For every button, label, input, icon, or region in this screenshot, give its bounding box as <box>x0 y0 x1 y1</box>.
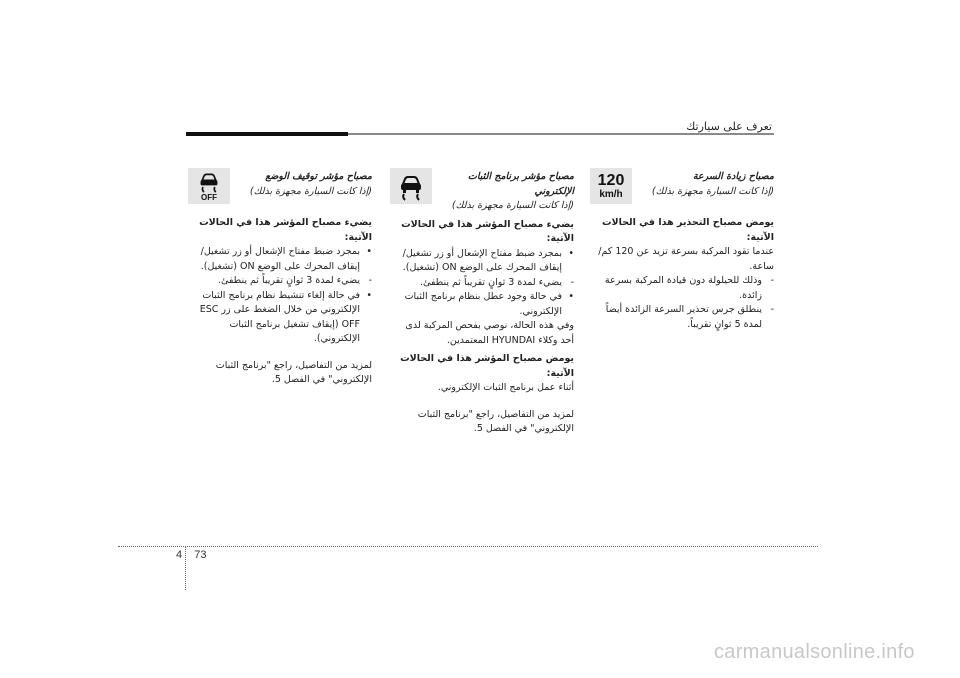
esc-section <box>390 170 574 437</box>
esc-lead-2: يومض مصباح المؤشر هذا في الحالات الآتية: <box>400 353 574 379</box>
esc-off-item-3: • في حالة إلغاء تنشيط نظام برنامج الثبات الإلكتروني من خلال الضغط على زر ESC OFF (إيقاف تشغيل برنامج الثبات الإلكتروني). <box>186 289 372 347</box>
overspeed-item-2: - ينطلق جرس تحذير السرعة الزائدة أيضاً لمدة 5 ثوانٍ تقريباً. <box>590 303 774 332</box>
overspeed-subtitle: (إذا كانت السيارة مجهزة بذلك) <box>651 185 774 197</box>
overspeed-title: مصباح زيادة السرعة <box>692 171 774 182</box>
esc-off-item-2: - يضيء لمدة 3 ثوانٍ تقريباً ثم ينطفئ. <box>186 274 372 289</box>
speed-icon-number: 120 <box>597 171 625 189</box>
esc-off-subtitle: (إذا كانت السيارة مجهزة بذلك) <box>249 185 372 197</box>
esc-item-3: • في حالة وجود عطل بنظام برنامج الثبات الإلكتروني. <box>390 290 574 319</box>
esc-off-title: مصباح مؤشر توقيف الوضع <box>265 171 372 182</box>
footer-dotted-rule <box>118 546 818 547</box>
esc-title-box <box>390 170 574 214</box>
header-rule-dark <box>186 132 348 136</box>
speed-120-icon <box>590 168 632 204</box>
esc-off-icon-label: OFF <box>201 192 217 202</box>
esc-title: مصباح مؤشر برنامج الثبات الإلكتروني <box>467 171 574 197</box>
esc-off-icon <box>188 168 230 204</box>
esc-off-title-box <box>186 170 372 212</box>
esc-lead-1: يضيء مصباح المؤشر هذا في الحالات الآتية: <box>401 218 574 244</box>
overspeed-intro: عندما تقود المركبة بسرعة تزيد عن 120 كم/ساعة. <box>598 246 774 272</box>
overspeed-lead: يومض مصباح التحذير هذا في الحالات الآتية: <box>602 217 774 243</box>
page-number <box>176 549 207 561</box>
esc-off-section <box>186 170 372 388</box>
speed-icon-unit: km/h <box>599 188 623 200</box>
header-rule-light <box>348 133 774 135</box>
esc-off-reference: لمزيد من التفاصيل، راجع "برنامج الثبات الإلكتروني" في الفصل 5. <box>215 359 372 385</box>
esc-note: وفي هذه الحالة، نوصي بفحص المركبة لدى أحد وكلاء HYUNDAI المعتمدين. <box>405 320 574 346</box>
page-number-value: 73 <box>194 549 207 561</box>
esc-off-lead: يضيء مصباح المؤشر هذا في الحالات الآتية: <box>199 217 372 243</box>
page-header-title: تعرف على سيارتك <box>686 120 772 133</box>
overspeed-section <box>590 170 774 332</box>
chapter-number: 4 <box>176 549 183 561</box>
esc-reference: لمزيد من التفاصيل، راجع "برنامج الثبات الإلكتروني" في الفصل 5. <box>417 408 574 434</box>
overspeed-title-box <box>590 170 774 212</box>
overspeed-item-1: - وذلك للحيلولة دون قيادة المركبة بسرعة زائدة. <box>590 274 774 303</box>
esc-item-1: • بمجرد ضبط مفتاح الإشعال أو زر تشغيل/إيقاف المحرك على الوضع ON (تشغيل). <box>390 247 574 276</box>
esc-skid-car-icon <box>390 168 432 204</box>
esc-blink-text: أثناء عمل برنامج الثبات الإلكتروني. <box>437 382 574 393</box>
esc-subtitle: (إذا كانت السيارة مجهزة بذلك) <box>451 200 574 211</box>
esc-off-item-1: • بمجرد ضبط مفتاح الإشعال أو زر تشغيل/إيقاف المحرك على الوضع ON (تشغيل). <box>186 245 372 274</box>
watermark: carmanualsonline.info <box>714 641 915 663</box>
esc-item-2: - يضيء لمدة 3 ثوانٍ تقريباً ثم ينطفئ. <box>390 276 574 291</box>
